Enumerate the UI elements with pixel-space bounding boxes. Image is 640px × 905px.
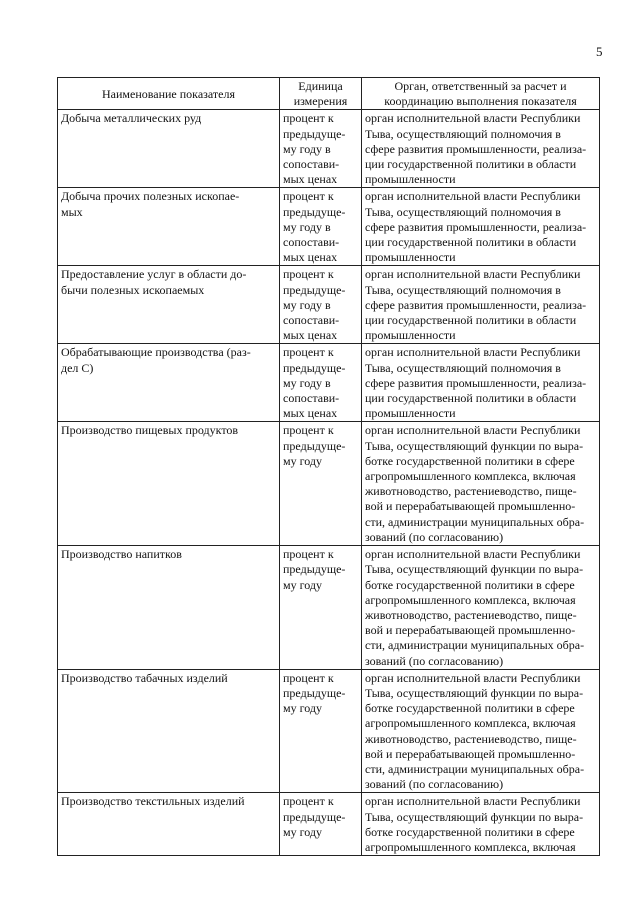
indicator-name-cell: Производство текстильных изделий	[58, 793, 280, 856]
responsible-body-cell: орган исполнительной власти Республики Тыва, осуществляющий полномочия в сфере развития промышленности, реализа- ции государственной политики в области промышленности	[362, 266, 600, 344]
indicator-name-cell: Предоставление услуг в области до- бычи полезных ископаемых	[58, 266, 280, 344]
indicator-name-cell: Добыча прочих полезных ископае- мых	[58, 188, 280, 266]
responsible-body-cell: орган исполнительной власти Республики Тыва, осуществляющий полномочия в сфере развития промышленности, реализа- ции государственной политики в области промышленности	[362, 188, 600, 266]
table-row	[58, 188, 600, 266]
table-row	[58, 669, 600, 793]
indicator-name-cell: Добыча металлических руд	[58, 110, 280, 188]
table-row	[58, 546, 600, 670]
table-row	[58, 793, 600, 856]
page-number: 5	[596, 44, 603, 59]
responsible-body-cell: орган исполнительной власти Республики Тыва, осуществляющий полномочия в сфере развития промышленности, реализа- ции государственной политики в области промышленности	[362, 344, 600, 422]
column-header-responsible-body: Орган, ответственный за расчет и координацию выполнения показателя	[362, 78, 600, 110]
indicator-name-cell: Производство пищевых продуктов	[58, 422, 280, 546]
table-row	[58, 422, 600, 546]
table-header-row	[58, 78, 600, 110]
column-header-indicator-name: Наименование показателя	[58, 78, 280, 110]
indicator-name-cell: Обрабатывающие производства (раз- дел C)	[58, 344, 280, 422]
unit-cell: процент к предыдуще- му году в сопостави- мых ценах	[280, 266, 362, 344]
unit-cell: процент к предыдуще- му году в сопостави- мых ценах	[280, 110, 362, 188]
table-row	[58, 344, 600, 422]
column-header-unit: Единица измерения	[280, 78, 362, 110]
table-body	[58, 110, 600, 856]
responsible-body-cell: орган исполнительной власти Республики Тыва, осуществляющий функции по выра- ботке государственной политики в сфере агропромышленного комплекса, включая	[362, 793, 600, 856]
indicator-name-cell: Производство напитков	[58, 546, 280, 670]
unit-cell: процент к предыдуще- му году	[280, 546, 362, 670]
unit-cell: процент к предыдуще- му году в сопостави- мых ценах	[280, 344, 362, 422]
unit-cell: процент к предыдуще- му году	[280, 422, 362, 546]
indicators-table	[57, 77, 600, 856]
table-row	[58, 266, 600, 344]
indicator-name-cell: Производство табачных изделий	[58, 669, 280, 793]
responsible-body-cell: орган исполнительной власти Республики Тыва, осуществляющий функции по выра- ботке государственной политики в сфере агропромышленного комплекса, включая животноводство, растениеводство, пище- вой и перерабатывающей промышленно- сти, администрации муниципальных обра- зований (по согласованию)	[362, 546, 600, 670]
unit-cell: процент к предыдуще- му году	[280, 793, 362, 856]
table-row	[58, 110, 600, 188]
responsible-body-cell: орган исполнительной власти Республики Тыва, осуществляющий функции по выра- ботке государственной политики в сфере агропромышленного комплекса, включая животноводство, растениеводство, пище- вой и перерабатывающей промышленно- сти, администрации муниципальных обра- зований (по согласованию)	[362, 669, 600, 793]
unit-cell: процент к предыдуще- му году	[280, 669, 362, 793]
responsible-body-cell: орган исполнительной власти Республики Тыва, осуществляющий полномочия в сфере развития промышленности, реализа- ции государственной политики в области промышленности	[362, 110, 600, 188]
responsible-body-cell: орган исполнительной власти Республики Тыва, осуществляющий функции по выра- ботке государственной политики в сфере агропромышленного комплекса, включая животноводство, растениеводство, пище- вой и перерабатывающей промышленно- сти, администрации муниципальных обра- зований (по согласованию)	[362, 422, 600, 546]
unit-cell: процент к предыдуще- му году в сопостави- мых ценах	[280, 188, 362, 266]
